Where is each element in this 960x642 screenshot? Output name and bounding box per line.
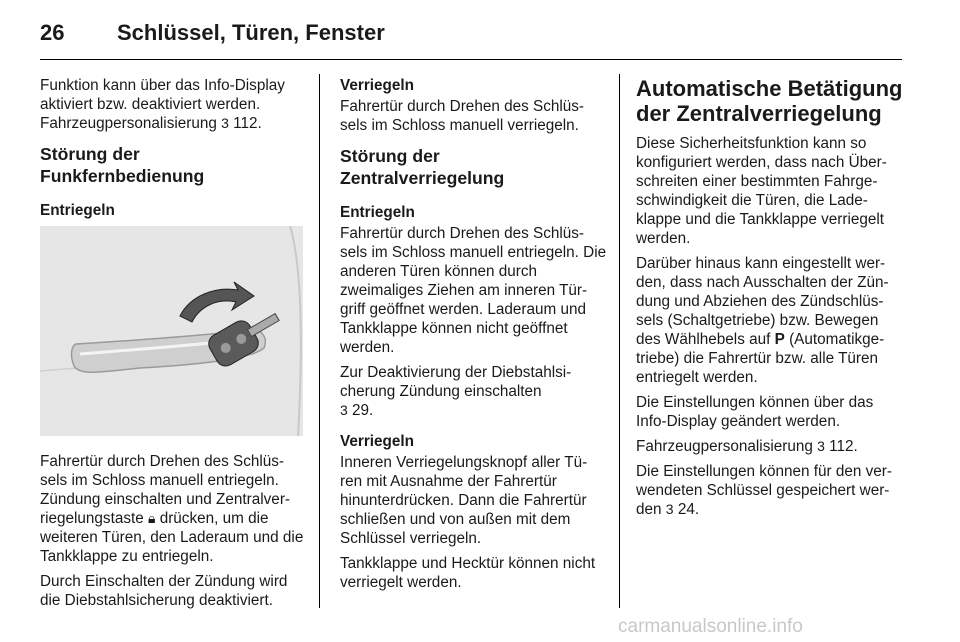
unlock-text-a: Fahrertür durch Drehen des Schlüs-sels im Schloss manuell entriegeln. Zündung einschalten und Zentralver-riegelungstaste <box>40 453 291 527</box>
page-ref-icon: 3 <box>221 115 229 131</box>
watermark: carmanualsonline.info <box>618 616 803 637</box>
page-title: Schlüssel, Türen, Fenster <box>117 20 385 45</box>
page-ref-icon: 3 <box>340 402 348 418</box>
column-divider-1 <box>319 74 320 608</box>
key-memory-text: Die Einstellungen können für den ver-wendeten Schlüssel gespeichert wer-den <box>636 463 892 518</box>
subheading-lock-2: Verriegeln <box>340 433 414 450</box>
manual-unlock-paragraph: Fahrertür durch Drehen des Schlüs-sels im Schloss manuell entriegeln. Die anderen Türen können durch zweimaliges Ziehen am inneren Tür-griff geöffnet werden. Laderaum und Tankklappe können nicht geöffnet werden. <box>340 225 607 356</box>
section-heading-central-lock-fault: Störung der Zentralverriegelung <box>340 146 505 188</box>
section-heading-auto-lock: Automatische Betätigung der Zentralverriegelung <box>636 76 903 126</box>
intro-ref-page[interactable]: 112. <box>233 115 262 132</box>
page-ref-icon: 3 <box>665 501 674 517</box>
column-2 <box>340 76 608 598</box>
column-divider-2 <box>619 74 620 608</box>
alarm-paragraph <box>340 363 608 420</box>
personalisation-paragraph <box>636 437 906 456</box>
unlock-paragraph <box>40 452 308 566</box>
lock-icon: 🔒︎ <box>148 510 156 526</box>
subheading-unlock: Entriegeln <box>40 202 115 219</box>
auto-unlock-text-b: (Automatikge-triebe) die Fahrertür bzw. alle Türen entriegelt werden. <box>636 331 885 386</box>
key-memory-paragraph <box>636 462 906 519</box>
page-number: 26 <box>40 20 65 45</box>
ignition-paragraph: Durch Einschalten der Zündung wird die Diebstahlsicherung deaktiviert. <box>40 573 288 609</box>
alarm-text: Zur Deaktivierung der Diebstahlsi-cherung Zündung einschalten <box>340 364 572 400</box>
page-header <box>40 14 902 58</box>
subheading-lock: Verriegeln <box>340 77 414 94</box>
settings-paragraph: Die Einstellungen können über das Info-Display geändert werden. <box>636 394 874 430</box>
column-1 <box>40 76 308 616</box>
intro-text: Funktion kann über das Info-Display aktiviert bzw. deaktiviert werden. <box>40 77 285 113</box>
intro-paragraph <box>40 76 308 133</box>
unlock-text-b: drücken, um die weiteren Türen, den Laderaum und die Tankklappe zu entriegeln. <box>40 510 304 565</box>
column-3 <box>636 76 906 525</box>
header-divider <box>40 59 902 60</box>
lock-paragraph: Fahrertür durch Drehen des Schlüs-sels im Schloss manuell verriegeln. <box>340 98 585 134</box>
auto-unlock-text-a: Darüber hinaus kann eingestellt wer-den, dass nach Ausschalten der Zün-dung und Abziehen des Zündschlüs-sels (Schaltgetriebe) bzw. Bewegen des Wählhebels auf <box>636 255 889 348</box>
alarm-ref-page[interactable]: 29. <box>352 402 374 419</box>
auto-lock-paragraph: Diese Sicherheitsfunktion kann so konfiguriert werden, dass nach Über-schreiten einer bestimmten Fahrge-schwindigkeit die Türen, die Lade-klappe und die Tankklappe verriegelt werden. <box>636 135 887 247</box>
intro-link-text: Fahrzeugpersonalisierung <box>40 115 217 132</box>
personalisation-ref-page[interactable]: 112. <box>829 438 858 455</box>
door-handle-key-illustration <box>40 226 303 436</box>
key-memory-ref-page[interactable]: 24. <box>677 501 700 518</box>
page-ref-icon: 3 <box>817 438 825 454</box>
personalisation-text: Fahrzeugpersonalisierung <box>636 438 813 455</box>
subheading-unlock-2: Entriegeln <box>340 204 415 221</box>
fuel-flap-paragraph: Tankklappe und Hecktür können nicht verriegelt werden. <box>340 555 596 591</box>
auto-unlock-paragraph <box>636 254 906 387</box>
gear-p-label: P <box>774 331 785 348</box>
section-heading-remote-fault: Störung der Funkfernbedienung <box>40 144 205 186</box>
inner-lock-paragraph: Inneren Verriegelungsknopf aller Tü-ren mit Ausnahme der Fahrertür hinunterdrücken. Dann die Fahrertür schließen und von außen mit dem Schlüssel verriegeln. <box>340 454 588 547</box>
